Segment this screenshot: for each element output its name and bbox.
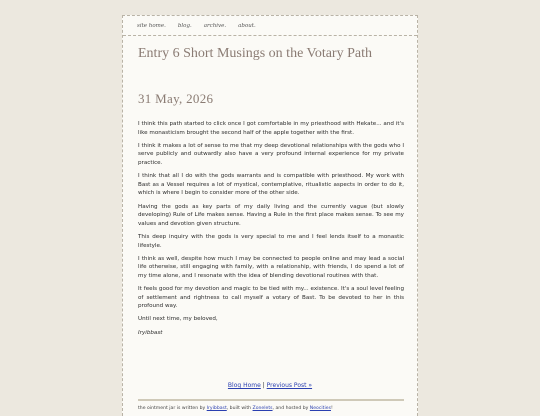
- nav-blog[interactable]: blog.: [177, 22, 192, 29]
- footer-text: , built with: [226, 406, 253, 411]
- post-signature: Iryibbast: [138, 329, 163, 336]
- footer-text: !: [330, 406, 333, 411]
- post-body: [138, 120, 404, 342]
- nav-about[interactable]: about.: [238, 22, 256, 29]
- footer-builder-link[interactable]: Zonelets: [252, 406, 273, 411]
- post-paragraph: I think that all I do with the gods warrants and is compatible with priesthood. My work with Bast as a Vessel requires a lot of mystical, contemplative, ritualistic aspects in order to do it, which is where I begin to consider more of the other side.: [138, 173, 404, 197]
- post-closing: Until next time, my beloved,: [138, 316, 218, 323]
- footer-text: , and hosted by: [272, 406, 310, 411]
- footer-text: the ointment jar is written by: [138, 406, 207, 411]
- post-paragraph: I think this path started to click once I got comfortable in my priesthood with Hekate... and it's like monasticism brought the second half of the apple together with the first.: [138, 121, 404, 136]
- site-nav: [123, 16, 417, 36]
- page-container: [122, 15, 418, 416]
- post-paragraph: I think as well, despite how much I may be connected to people online and may lead a social life otherwise, still engaging with family, with a relationship, with friends, I do spend a lot of my time alone, and I resonate with the idea of blending devotional routines with that.: [138, 255, 404, 279]
- post-paragraph: Having the gods as key parts of my daily living and the currently vague (but slowly developing) Rule of Life makes sense. Having a Rule in the first place makes sense. To see my values and devotion given structure.: [138, 203, 404, 227]
- post-paragraph: This deep inquiry with the gods is very special to me and I feel lends itself to a monastic lifestyle.: [138, 233, 404, 249]
- footer-divider: [138, 399, 404, 401]
- post-paragraph: I think it makes a lot of sense to me that my deep devotional relationships with the gods who I serve publicly and outwardly also have a very profound internal experience for my private practice.: [138, 142, 404, 166]
- footer-author-link[interactable]: Iryibbast: [206, 406, 227, 411]
- site-footer: [138, 406, 404, 411]
- blog-home-link[interactable]: Blog Home: [227, 382, 261, 389]
- footer-host-link[interactable]: Neocities: [309, 406, 331, 411]
- post-date: 31 May, 2026: [138, 91, 214, 106]
- post-title: Entry 6 Short Musings on the Votary Path: [138, 46, 372, 61]
- nav-archive[interactable]: archive.: [203, 22, 227, 29]
- post-nav-separator: |: [260, 382, 267, 389]
- post-navigation: [123, 382, 417, 389]
- nav-site-home[interactable]: site home.: [137, 22, 166, 29]
- previous-post-link[interactable]: Previous Post »: [266, 382, 313, 389]
- post-paragraph: It feels good for my devotion and magic to be tied with my... existence. It's a soul level feeling of settlement and rightness to call myself a votary of Bast. To be devoted to her in this profound way.: [138, 286, 404, 310]
